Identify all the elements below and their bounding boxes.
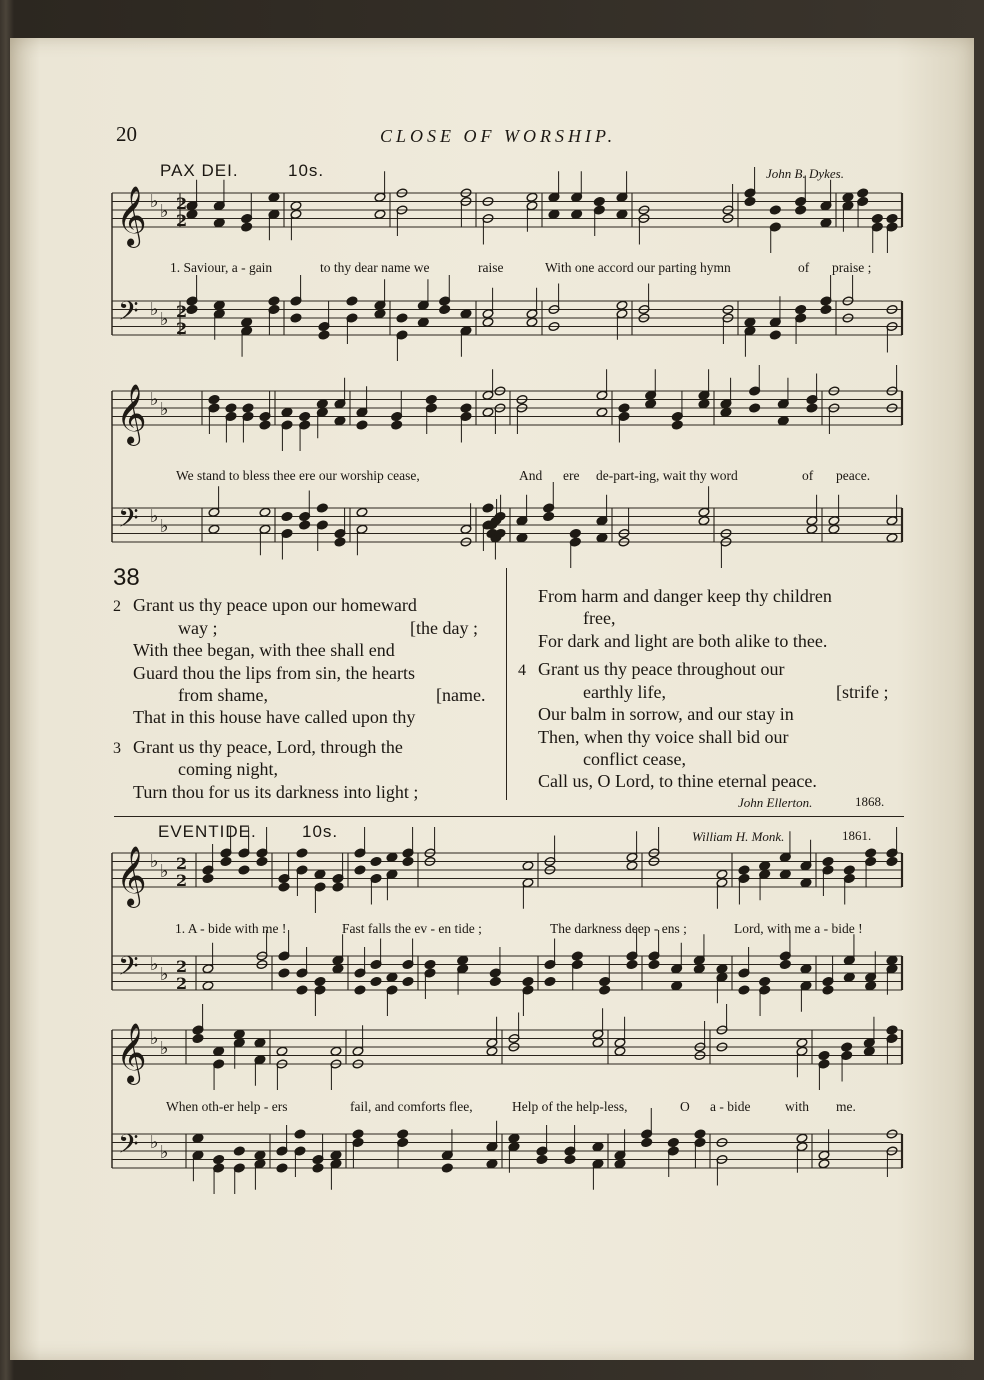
- note-head: [716, 869, 728, 879]
- hymnal-page: [10, 38, 974, 1360]
- note-head: [769, 330, 781, 340]
- note-head: [374, 209, 386, 219]
- music-notation: [10, 38, 974, 1360]
- verse-number-3: 3: [113, 740, 121, 757]
- tune2-composer: William H. Monk.: [692, 829, 785, 844]
- note-head: [569, 528, 581, 538]
- tune1-lyric-1f: praise ;: [832, 260, 872, 275]
- note-head: [522, 861, 534, 871]
- note-head: [842, 192, 854, 202]
- note-head: [192, 1033, 204, 1043]
- verse-line: from shame,: [178, 685, 268, 705]
- note-head: [374, 309, 386, 319]
- note-head: [744, 196, 756, 206]
- note-head: [738, 985, 750, 995]
- note-head: [564, 1154, 576, 1164]
- bass-clef: 𝄢: [118, 502, 139, 540]
- verse-line: way ;: [178, 618, 218, 638]
- note-head: [439, 304, 451, 314]
- note-head: [213, 1046, 225, 1056]
- note-head: [202, 981, 214, 991]
- note-head: [268, 296, 280, 306]
- note-head: [354, 865, 366, 875]
- note-head: [886, 856, 898, 866]
- bass-clef: 𝄢: [118, 950, 139, 988]
- verse-line: coming night,: [178, 759, 278, 779]
- verse-line: Grant us thy peace, Lord, through the: [133, 737, 403, 757]
- note-head: [242, 403, 254, 413]
- running-head: CLOSE OF WORSHIP.: [380, 126, 617, 146]
- note-head: [370, 856, 382, 866]
- verse-number-2: 2: [113, 598, 121, 615]
- time-signature-bottom: 2: [176, 211, 188, 230]
- note-head: [592, 1142, 604, 1152]
- note-head: [192, 1133, 204, 1143]
- note-head: [592, 1038, 604, 1048]
- verse-line: Grant us thy peace throughout our: [538, 659, 785, 679]
- note-head: [698, 399, 710, 409]
- bass-clef: 𝄢: [118, 295, 139, 333]
- note-head: [425, 394, 437, 404]
- note-head: [744, 317, 756, 327]
- note-head: [841, 1042, 853, 1052]
- note-head: [332, 964, 344, 974]
- note-head: [402, 856, 414, 866]
- time-signature-bottom: 2: [176, 974, 188, 993]
- tune1-lyric-1e: of: [798, 260, 810, 275]
- note-head: [694, 1129, 706, 1139]
- note-head: [779, 959, 791, 969]
- tune2-lyric-2d: O: [680, 1099, 690, 1114]
- verse-line: [name.: [436, 685, 486, 705]
- tune2-lyric-2e: a - bide: [710, 1099, 751, 1114]
- note-head: [571, 209, 583, 219]
- note-head: [526, 192, 538, 202]
- tune1-lyric-2a: We stand to bless thee ere our worship cease,: [176, 468, 420, 483]
- tune2-lyric-1c: The darkness deep - ens ;: [550, 921, 687, 936]
- tune2-lyric-2g: me.: [836, 1099, 856, 1114]
- tune2-lyric-1d: Lord, with me a - bide !: [734, 921, 863, 936]
- tune2-lyric-2c: Help of the help-less,: [512, 1099, 628, 1114]
- key-signature-flat: ♭: [160, 964, 169, 985]
- note-head: [820, 304, 832, 314]
- note-head: [543, 511, 555, 521]
- note-head: [482, 407, 494, 417]
- key-signature-flat: ♭: [160, 516, 169, 537]
- note-head: [738, 865, 750, 875]
- key-signature-flat: ♭: [150, 389, 159, 410]
- note-head: [508, 1133, 520, 1143]
- note-head: [522, 976, 534, 986]
- tune2-lyric-2f: with: [785, 1099, 810, 1114]
- note-head: [312, 1163, 324, 1173]
- note-head: [276, 1046, 288, 1056]
- key-signature-flat: ♭: [150, 851, 159, 872]
- note-head: [441, 1163, 453, 1173]
- note-head: [294, 1129, 306, 1139]
- note-head: [396, 313, 408, 323]
- note-head: [614, 1046, 626, 1056]
- note-head: [314, 976, 326, 986]
- section-rule: [114, 816, 904, 817]
- note-head: [254, 1038, 266, 1048]
- note-head: [865, 981, 877, 991]
- note-head: [818, 1050, 830, 1060]
- verse-line: Then, when thy voice shall bid our: [538, 727, 789, 747]
- tune1-lyric-2c: ere: [563, 468, 580, 483]
- verse-line: [the day ;: [410, 618, 478, 638]
- note-head: [256, 856, 268, 866]
- note-head: [330, 1150, 342, 1160]
- note-head: [489, 976, 501, 986]
- verse-line: Turn thou for us its darkness into light ;: [133, 782, 419, 802]
- note-head: [346, 296, 358, 306]
- note-head: [698, 516, 710, 526]
- note-head: [596, 533, 608, 543]
- note-head: [667, 1137, 679, 1147]
- tune1-lyric-1d: With one accord our parting hymn: [545, 260, 731, 275]
- note-head: [402, 976, 414, 986]
- note-head: [795, 205, 807, 215]
- note-head: [596, 407, 608, 417]
- note-head: [259, 420, 271, 430]
- tune2-lyric-2a: When oth-er help - ers: [166, 1099, 288, 1114]
- time-signature-bottom: 2: [176, 871, 188, 890]
- verse-line: free,: [583, 608, 616, 628]
- verse-line: Guard thou the lips from sin, the hearts: [133, 663, 415, 683]
- tune1-meter: 10s.: [288, 161, 325, 180]
- hymn-number: 38: [113, 564, 140, 591]
- note-head: [716, 964, 728, 974]
- key-signature-flat: ♭: [150, 1028, 159, 1049]
- note-head: [536, 1154, 548, 1164]
- note-head: [281, 407, 293, 417]
- note-head: [370, 976, 382, 986]
- note-head: [843, 972, 855, 982]
- note-head: [220, 856, 232, 866]
- tune2-meter: 10s.: [302, 822, 339, 841]
- note-head: [593, 196, 605, 206]
- note-head: [278, 882, 290, 892]
- tune1-lyric-1a: 1. Saviour, a - gain: [170, 260, 273, 275]
- note-head: [871, 213, 883, 223]
- note-head: [386, 972, 398, 982]
- note-head: [334, 537, 346, 547]
- note-head: [259, 507, 271, 517]
- note-head: [759, 861, 771, 871]
- note-head: [863, 1046, 875, 1056]
- verse-line: earthly life,: [583, 682, 666, 702]
- key-signature-flat: ♭: [160, 1142, 169, 1163]
- verse-line: From harm and danger keep thy children: [538, 586, 832, 606]
- bass-clef: 𝄢: [118, 1128, 139, 1166]
- note-head: [720, 407, 732, 417]
- note-head: [460, 403, 472, 413]
- treble-clef: 𝄞: [116, 846, 147, 906]
- verse-line: With thee began, with thee shall end: [133, 640, 395, 660]
- note-head: [238, 865, 250, 875]
- note-head: [233, 1146, 245, 1156]
- note-head: [213, 1154, 225, 1164]
- note-head: [645, 399, 657, 409]
- key-signature-flat: ♭: [150, 1132, 159, 1153]
- tune2-lyric-1b: Fast falls the ev - en tide ;: [342, 921, 482, 936]
- note-head: [356, 420, 368, 430]
- note-head: [616, 209, 628, 219]
- note-head: [886, 1025, 898, 1035]
- note-head: [186, 304, 198, 314]
- treble-clef: 𝄞: [116, 384, 147, 444]
- tune1-lyric-1b: to thy dear name we: [320, 260, 430, 275]
- note-head: [186, 209, 198, 219]
- note-head: [296, 848, 308, 858]
- verse-line: Our balm in sorrow, and our stay in: [538, 704, 794, 724]
- note-head: [599, 985, 611, 995]
- note-head: [318, 330, 330, 340]
- note-head: [806, 403, 818, 413]
- note-head: [818, 1159, 830, 1169]
- note-head: [330, 1046, 342, 1056]
- note-head: [769, 205, 781, 215]
- note-head: [290, 313, 302, 323]
- note-head: [886, 955, 898, 965]
- note-head: [254, 1150, 266, 1160]
- note-head: [417, 317, 429, 327]
- time-signature-bottom: 2: [176, 319, 188, 338]
- tune1-name: PAX DEI.: [160, 161, 239, 180]
- hymn-author: John Ellerton.: [738, 795, 813, 810]
- note-head: [779, 869, 791, 879]
- note-head: [486, 1159, 498, 1169]
- treble-clef: 𝄞: [116, 186, 147, 246]
- note-head: [278, 968, 290, 978]
- note-head: [208, 394, 220, 404]
- hymn-year: 1868.: [855, 794, 885, 809]
- note-head: [671, 981, 683, 991]
- note-head: [671, 420, 683, 430]
- note-head: [352, 1129, 364, 1139]
- note-head: [843, 865, 855, 875]
- tune2-name: EVENTIDE.: [158, 822, 257, 841]
- tune1-composer: John B. Dykes.: [766, 166, 844, 181]
- key-signature-flat: ♭: [160, 1038, 169, 1059]
- note-head: [800, 878, 812, 888]
- key-signature-flat: ♭: [160, 861, 169, 882]
- note-head: [281, 511, 293, 521]
- note-head: [268, 192, 280, 202]
- note-head: [796, 1038, 808, 1048]
- tune1-lyric-2d: de-part-ing, wait thy word: [596, 468, 738, 483]
- note-head: [626, 861, 638, 871]
- note-head: [618, 403, 630, 413]
- key-signature-flat: ♭: [160, 201, 169, 222]
- treble-clef: 𝄞: [116, 1023, 147, 1083]
- note-head: [820, 218, 832, 228]
- note-head: [886, 213, 898, 223]
- note-head: [828, 524, 840, 534]
- tune1-lyric-1c: raise: [478, 260, 504, 275]
- note-head: [299, 520, 311, 530]
- tune1-lyric-2f: peace.: [836, 468, 871, 483]
- note-head: [693, 964, 705, 974]
- note-head: [356, 507, 368, 517]
- note-head: [397, 1129, 409, 1139]
- note-head: [759, 976, 771, 986]
- note-head: [316, 503, 328, 513]
- verse-line: [strife ;: [836, 682, 889, 702]
- note-head: [494, 511, 506, 521]
- note-head: [616, 300, 628, 310]
- verse-number-4: 4: [518, 662, 526, 679]
- note-head: [233, 1029, 245, 1039]
- note-head: [457, 955, 469, 965]
- note-head: [208, 524, 220, 534]
- note-head: [241, 317, 253, 327]
- note-head: [482, 317, 494, 327]
- page-number: 20: [116, 122, 137, 146]
- key-signature-flat: ♭: [150, 191, 159, 212]
- note-head: [796, 1133, 808, 1143]
- note-head: [334, 416, 346, 426]
- note-head: [241, 222, 253, 232]
- note-head: [548, 209, 560, 219]
- note-head: [806, 524, 818, 534]
- verse-line: Grant us thy peace upon our homeward: [133, 595, 417, 615]
- note-head: [886, 533, 898, 543]
- key-signature-flat: ♭: [150, 506, 159, 527]
- note-head: [571, 951, 583, 961]
- note-head: [482, 503, 494, 513]
- tune2-lyric-2b: fail, and comforts flee,: [350, 1099, 473, 1114]
- note-head: [749, 403, 761, 413]
- note-head: [332, 882, 344, 892]
- time-signature-top: 2: [176, 854, 188, 873]
- note-head: [777, 416, 789, 426]
- note-head: [386, 852, 398, 862]
- note-head: [800, 964, 812, 974]
- note-head: [614, 1159, 626, 1169]
- verse-line: conflict cease,: [583, 749, 686, 769]
- note-head: [276, 1163, 288, 1173]
- note-head: [460, 309, 472, 319]
- note-head: [641, 1137, 653, 1147]
- note-head: [354, 985, 366, 995]
- note-head: [213, 218, 225, 228]
- column-divider: [506, 568, 507, 800]
- note-head: [857, 188, 869, 198]
- note-head: [544, 976, 556, 986]
- note-head: [290, 201, 302, 211]
- note-head: [316, 399, 328, 409]
- note-head: [391, 420, 403, 430]
- verse-line: For dark and light are both alike to thee.: [538, 631, 828, 651]
- note-head: [865, 848, 877, 858]
- note-head: [516, 533, 528, 543]
- key-signature-flat: ♭: [150, 954, 159, 975]
- note-head: [314, 869, 326, 879]
- note-head: [526, 317, 538, 327]
- note-head: [225, 403, 237, 413]
- note-head: [626, 959, 638, 969]
- note-head: [486, 1046, 498, 1056]
- time-signature-top: 2: [176, 302, 188, 321]
- time-signature-top: 2: [176, 194, 188, 213]
- tune1-lyric-2b: And: [519, 468, 543, 483]
- key-signature-flat: ♭: [160, 399, 169, 420]
- note-head: [296, 985, 308, 995]
- verse-line: Call us, O Lord, to thine eternal peace.: [538, 771, 817, 791]
- time-signature-top: 2: [176, 957, 188, 976]
- note-head: [648, 959, 660, 969]
- note-head: [795, 304, 807, 314]
- key-signature-flat: ♭: [160, 309, 169, 330]
- note-head: [299, 411, 311, 421]
- key-signature-flat: ♭: [150, 299, 159, 320]
- tune2-year: 1861.: [842, 828, 872, 843]
- note-head: [822, 985, 834, 995]
- tune2-lyric-1a: 1. A - bide with me !: [175, 921, 287, 936]
- note-head: [822, 856, 834, 866]
- verse-line: That in this house have called upon thy: [133, 707, 416, 727]
- note-head: [213, 300, 225, 310]
- tune1-lyric-2e: of: [802, 468, 814, 483]
- note-head: [202, 873, 214, 883]
- note-head: [424, 959, 436, 969]
